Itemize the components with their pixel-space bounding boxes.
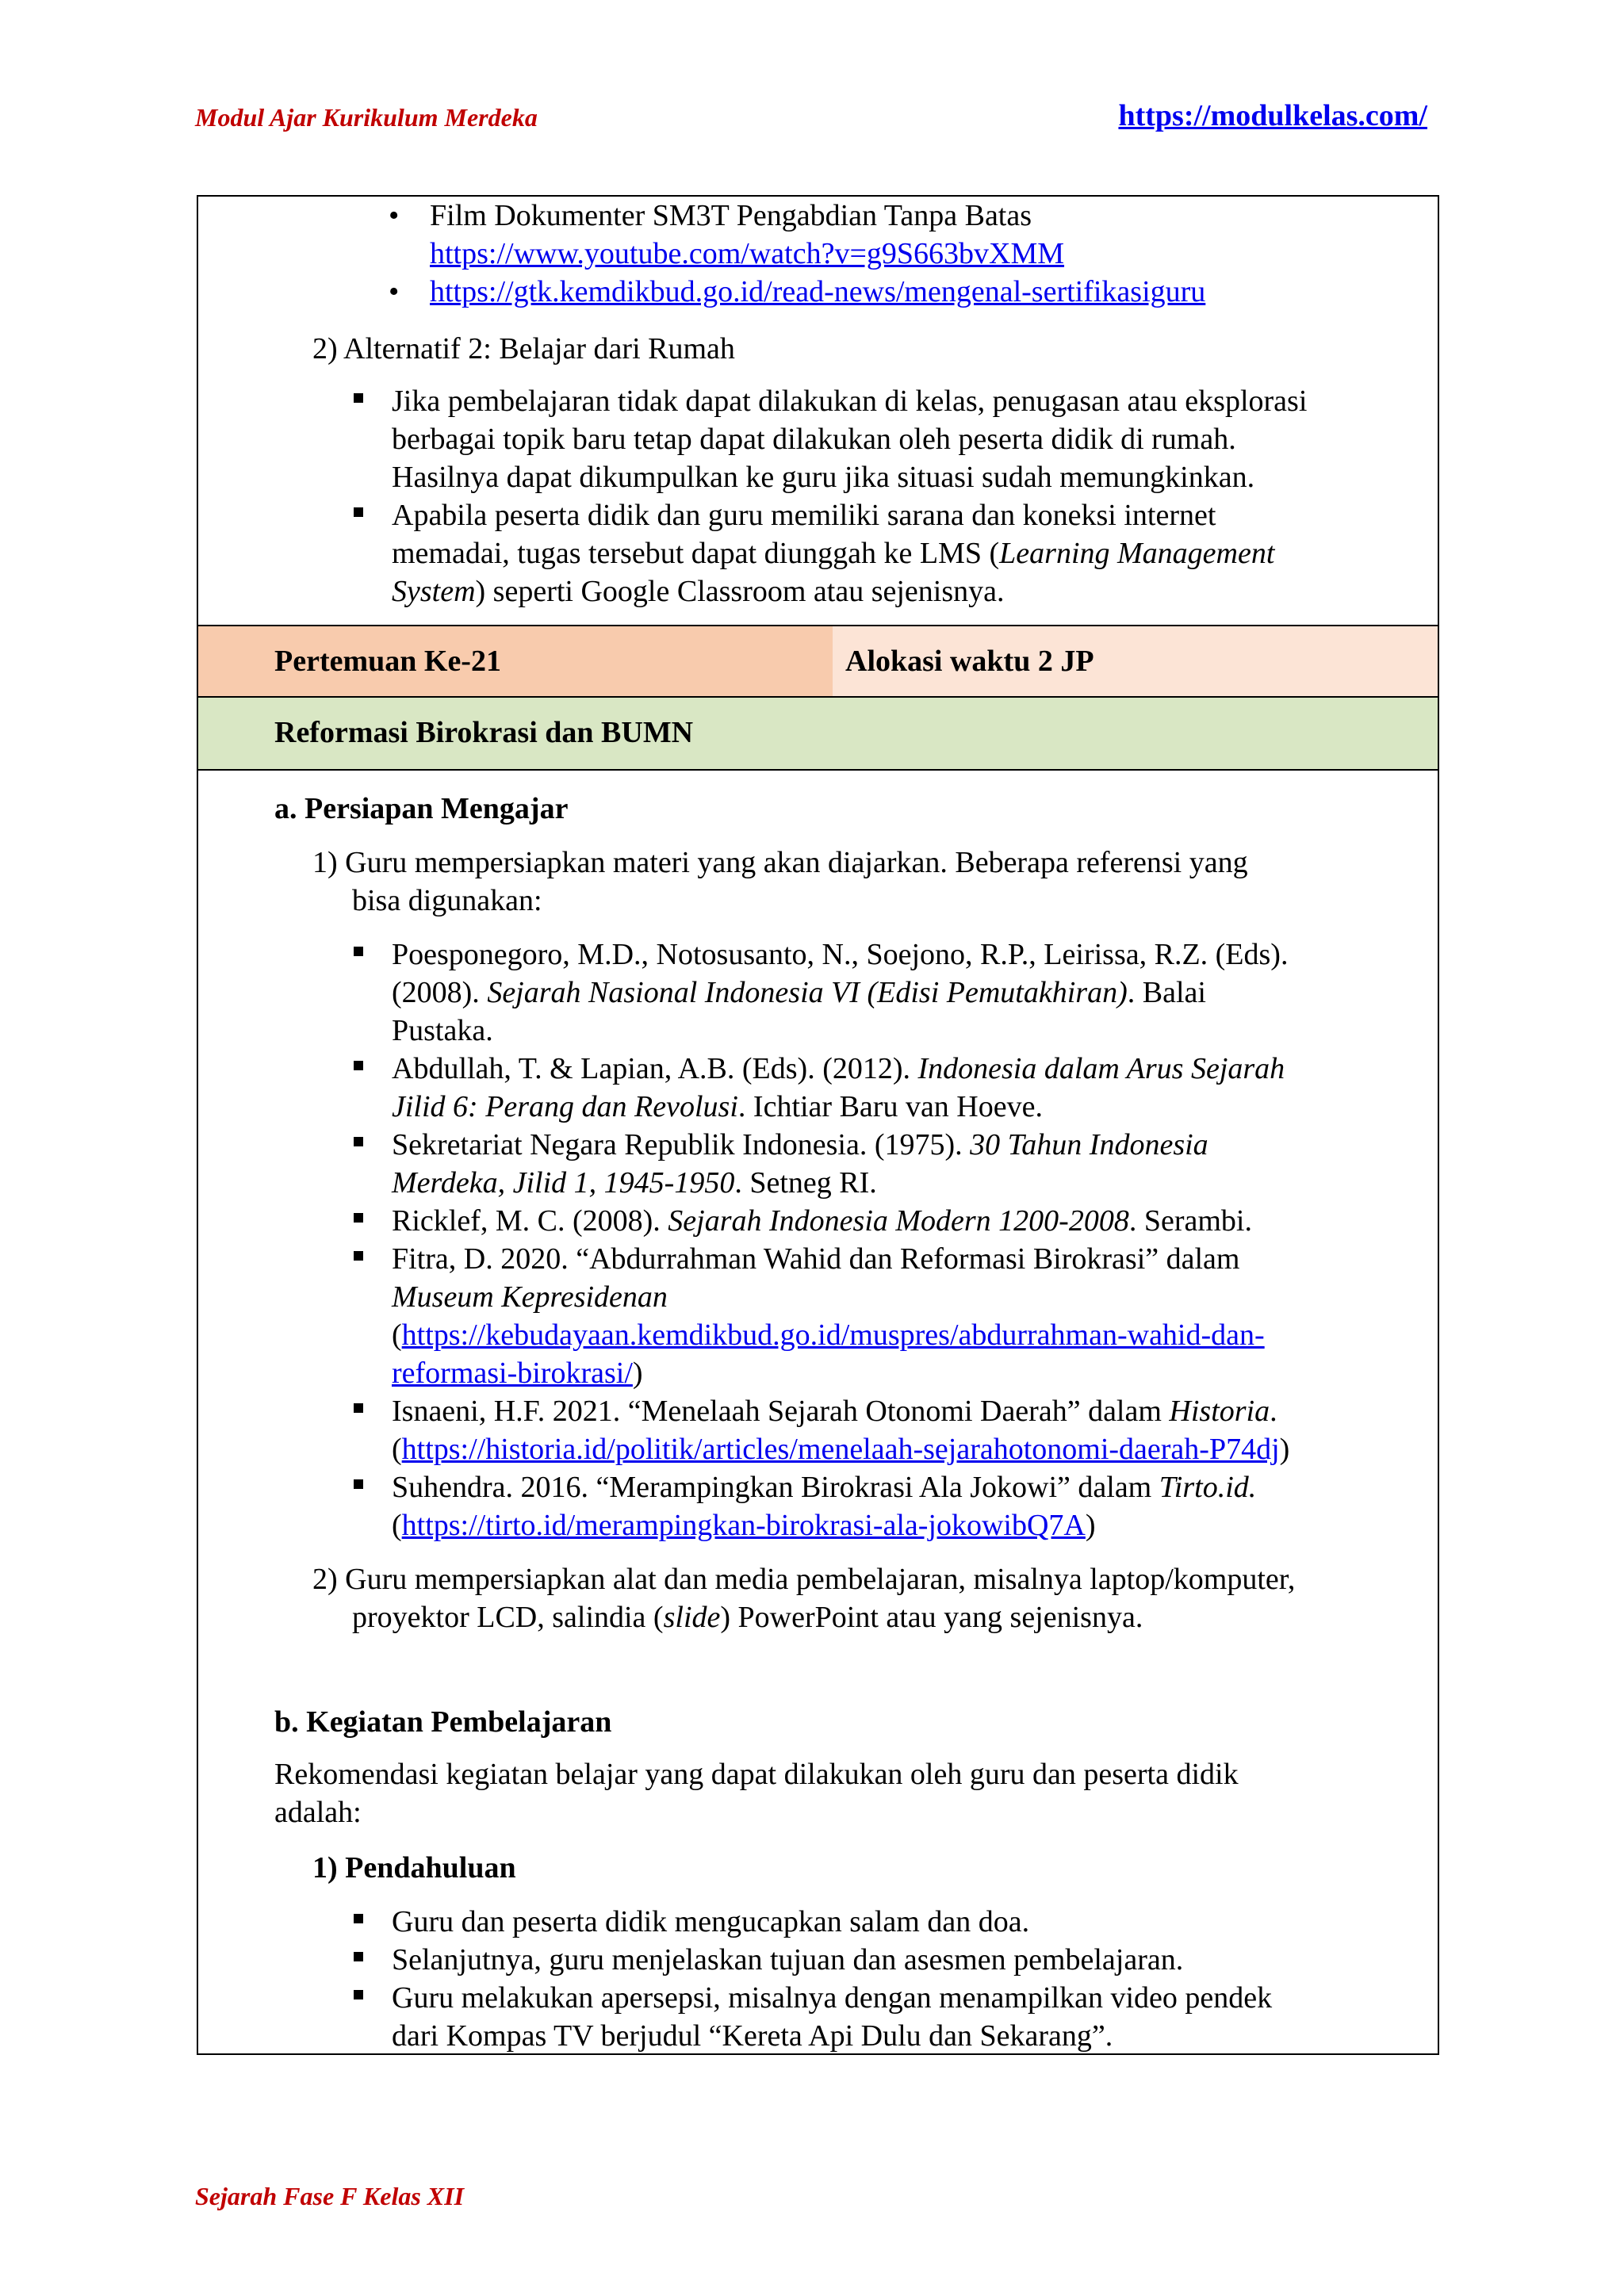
gtk-link[interactable]: https://gtk.kemdikbud.go.id/read-news/mengenal-sertifikasiguru <box>430 275 1206 308</box>
ref5-line3: (https://kebudayaan.kemdikbud.go.id/muspres/abdurrahman-wahid-dan- <box>392 1318 1265 1352</box>
square-bullet-icon <box>354 1061 363 1070</box>
meeting-row <box>198 625 1438 698</box>
ref5-line1: Fitra, D. 2020. “Abdurrahman Wahid dan Reformasi Birokrasi” dalam <box>392 1242 1240 1276</box>
pendahuluan-item3-line2: dari Kompas TV berjudul “Kereta Api Dulu dan Sekarang”. <box>392 2019 1113 2053</box>
ref1-line1: Poesponegoro, M.D., Notosusanto, N., Soejono, R.P., Leirissa, R.Z. (Eds). <box>392 938 1289 971</box>
pendahuluan-item2: Selanjutnya, guru menjelaskan tujuan dan asesmen pembelajaran. <box>392 1943 1184 1976</box>
square-bullet-icon <box>354 507 363 517</box>
square-bullet-icon <box>354 393 363 403</box>
square-bullet-icon <box>354 1251 363 1261</box>
header-site-link[interactable]: https://modulkelas.com/ <box>1118 99 1427 132</box>
alt2-item2-line1: Apabila peserta didik dan guru memiliki sarana dan koneksi internet <box>392 499 1216 532</box>
square-bullet-icon <box>354 1914 363 1923</box>
alt2-item1-line2: berbagai topik baru tetap dapat dilakukan oleh peserta didik di rumah. <box>392 423 1236 456</box>
kebudayaan-link[interactable]: https://kebudayaan.kemdikbud.go.id/muspres/abdurrahman-wahid-dan- <box>401 1318 1265 1352</box>
header-module-title: Modul Ajar Kurikulum Merdeka <box>195 103 538 132</box>
youtube-link[interactable]: https://www.youtube.com/watch?v=g9S663bvXMM <box>430 237 1065 270</box>
kegiatan-heading: b. Kegiatan Pembelajaran <box>274 1705 612 1739</box>
persiapan-item1-line2: bisa digunakan: <box>352 884 542 917</box>
meeting-label-cell <box>198 626 833 696</box>
ref5-line4: reformasi-birokrasi/) <box>392 1357 643 1390</box>
topic-title: Reformasi Birokrasi dan BUMN <box>274 716 694 749</box>
pendahuluan-item1: Guru dan peserta didik mengucapkan salam dan doa. <box>392 1905 1030 1938</box>
meeting-label: Pertemuan Ke-21 <box>274 645 501 678</box>
ref2-line1: Abdullah, T. & Lapian, A.B. (Eds). (2012). Indonesia dalam Arus Sejarah <box>392 1052 1285 1085</box>
persiapan-item2-line2: proyektor LCD, salindia (slide) PowerPoint atau yang sejenisnya. <box>352 1601 1143 1634</box>
persiapan-item1-line1: 1) Guru mempersiapkan materi yang akan diajarkan. Beberapa referensi yang <box>312 846 1248 879</box>
bullet-dot-icon: • <box>389 275 400 308</box>
alt2-item1-line1: Jika pembelajaran tidak dapat dilakukan di kelas, penugasan atau eksplorasi <box>392 385 1308 418</box>
alternative-section <box>198 197 1438 625</box>
film-title: Film Dokumenter SM3T Pengabdian Tanpa Batas <box>430 199 1032 232</box>
meeting-time-cell <box>833 626 1438 696</box>
kegiatan-intro-line2: adalah: <box>274 1796 362 1829</box>
meeting-time: Alokasi waktu 2 JP <box>845 645 1094 678</box>
alt2-item1-line3: Hasilnya dapat dikumpulkan ke guru jika situasi sudah memungkinkan. <box>392 461 1255 494</box>
footer-subject: Sejarah Fase F Kelas XII <box>195 2182 465 2210</box>
ref3-line2: Merdeka, Jilid 1, 1945-1950. Setneg RI. <box>392 1166 877 1200</box>
ref5-line2: Museum Kepresidenan <box>392 1280 668 1314</box>
bullet-dot-icon: • <box>389 199 400 232</box>
tirto-link[interactable]: https://tirto.id/merampingkan-birokrasi-ala-jokowibQ7A <box>401 1509 1086 1542</box>
square-bullet-icon <box>354 947 363 956</box>
ref4-line1: Ricklef, M. C. (2008). Sejarah Indonesia Modern 1200-2008. Serambi. <box>392 1204 1252 1238</box>
ref2-line2: Jilid 6: Perang dan Revolusi. Ichtiar Baru van Hoeve. <box>392 1090 1043 1123</box>
historia-link[interactable]: https://historia.id/politik/articles/menelaah-sejarahotonomi-daerah-P74dj <box>401 1433 1280 1466</box>
pendahuluan-heading: 1) Pendahuluan <box>312 1851 516 1885</box>
square-bullet-icon <box>354 1479 363 1489</box>
ref7-line2: (https://tirto.id/merampingkan-birokrasi-ala-jokowibQ7A) <box>392 1509 1096 1542</box>
persiapan-item2-line1: 2) Guru mempersiapkan alat dan media pembelajaran, misalnya laptop/komputer, <box>312 1563 1296 1596</box>
kebudayaan-link-cont[interactable]: reformasi-birokrasi/ <box>392 1357 633 1390</box>
ref3-line1: Sekretariat Negara Republik Indonesia. (1975). 30 Tahun Indonesia <box>392 1128 1208 1161</box>
pendahuluan-item3-line1: Guru melakukan apersepsi, misalnya dengan menampilkan video pendek <box>392 1981 1273 2015</box>
ref7-line1: Suhendra. 2016. “Merampingkan Birokrasi Ala Jokowi” dalam Tirto.id. <box>392 1471 1257 1504</box>
square-bullet-icon <box>354 1403 363 1413</box>
ref6-line2: (https://historia.id/politik/articles/menelaah-sejarahotonomi-daerah-P74dj) <box>392 1433 1290 1466</box>
lesson-table <box>197 195 1439 2055</box>
alt2-title: 2) Alternatif 2: Belajar dari Rumah <box>312 332 735 365</box>
kegiatan-intro-line1: Rekomendasi kegiatan belajar yang dapat dilakukan oleh guru dan peserta didik <box>274 1758 1239 1791</box>
ref1-line2: (2008). Sejarah Nasional Indonesia VI (Edisi Pemutakhiran). Balai <box>392 976 1206 1009</box>
alt2-item2-line3: System) seperti Google Classroom atau sejenisnya. <box>392 575 1005 608</box>
square-bullet-icon <box>354 1990 363 1999</box>
alt2-item2-line2: memadai, tugas tersebut dapat diunggah ke LMS (Learning Management <box>392 537 1275 570</box>
square-bullet-icon <box>354 1213 363 1223</box>
square-bullet-icon <box>354 1137 363 1146</box>
topic-row <box>198 698 1438 771</box>
square-bullet-icon <box>354 1952 363 1961</box>
ref6-line1: Isnaeni, H.F. 2021. “Menelaah Sejarah Otonomi Daerah” dalam Historia. <box>392 1395 1277 1428</box>
ref1-line3: Pustaka. <box>392 1014 493 1047</box>
persiapan-heading: a. Persiapan Mengajar <box>274 792 569 825</box>
